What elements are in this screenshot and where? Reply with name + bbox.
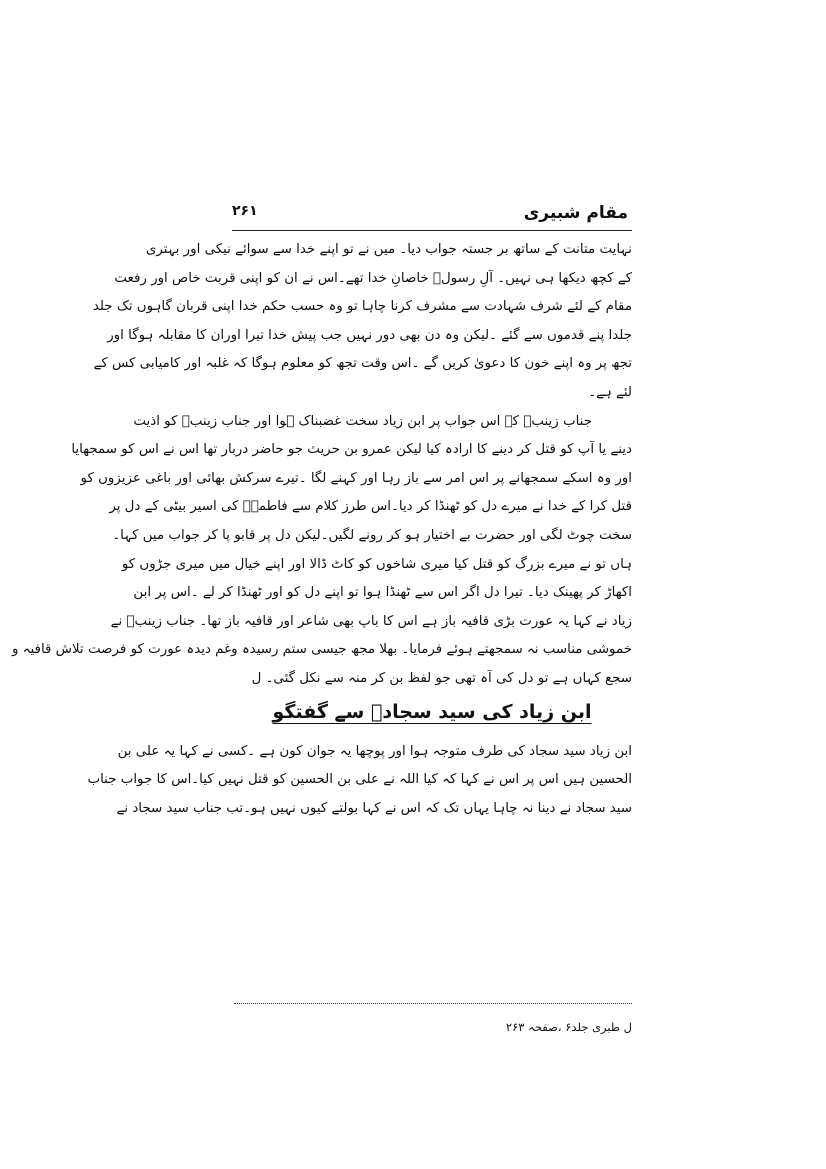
text-line: الحسین ہیں اس پر اس نے کہا کہ کیا اللہ نے علی بن الحسین کو قتل نہیں کیا۔اس کا جواب جناب <box>87 772 632 788</box>
text-line: ہاں تو نے میرے بزرگ کو قتل کیا میری شاخوں کو کاٹ ڈالا اور اپنے خیال میں میری جڑوں کو <box>121 556 632 572</box>
text-line: مقام کے لئے شرف شہادت سے مشرف کرنا چاہا تو وہ حسب حکم خدا اپنی قربان گاہوں تک جلد <box>92 299 632 315</box>
text-line: کے کچھ دیکھا ہی نہیں۔ آلِ رسولؐ خاصانِ خدا تھے۔اس نے ان کو اپنی قربت خاص اور رفعت <box>114 270 632 286</box>
section-heading: ابن زیاد کی سید سجادؑ سے گفتگو <box>272 700 592 723</box>
header-rule <box>232 230 632 231</box>
text-line: ابن زیاد سید سجاد کی طرف متوجہ ہوا اور پوچھا یہ جوان کون ہے ۔کسی نے کہا یہ علی بن <box>117 743 632 759</box>
page-number: ۲۶۱ <box>232 203 258 219</box>
text-line: اکھاڑ کر پھینک دیا۔ تیرا دل اگر اس سے ٹھنڈا ہوا تو اپنے دل کو اور ٹھنڈا کر لے ۔اس پر ابن <box>133 585 632 601</box>
text-line: جلدا پنے قدموں سے گئے ۔لیکن وہ دن بھی دور نہیں جب پیش خدا تیرا اوران کا مقابلہ ہوگا اور <box>107 327 632 343</box>
text-line: جناب زینبؑ کے اس جواب پر ابن زیاد سخت غضبناک ہوا اور جناب زینبؑ کو اذیت <box>133 413 592 429</box>
text-line: زیاد نے کہا یہ عورت بڑی قافیہ باز ہے اس کا باپ بھی شاعر اور قافیہ باز تھا۔ جناب زینبؑ نے <box>110 613 632 629</box>
footnote-rule <box>234 1003 632 1004</box>
text-line: تجھ پر وہ اپنے خون کا دعویٰ کریں گے ۔اس وقت تجھ کو معلوم ہوگا کہ غلبہ اور کامیابی کس کے <box>93 356 632 372</box>
text-line: سید سجاد نے دینا نہ چاہا یہاں تک کہ اس نے کہا بولتے کیوں نہیں ہو۔تب جناب سید سجاد نے <box>116 800 632 816</box>
text-line: دینے یا آپ کو قتل کر دینے کا ارادہ کیا لیکن عمرو بن حریث جو حاضر دربار تھا اس نے اس کو سمجھایا <box>71 442 632 458</box>
text-line: سجع کہاں ہے تو دل کی آہ تھی جو لفظ بن کر منہ سے نکل گئی۔ ل <box>251 670 632 686</box>
text-line: لئے ہے۔ <box>588 384 632 400</box>
text-line: سخت چوٹ لگی اور حضرت بے اختیار ہو کر رونے لگیں۔لیکن دل پر قابو پا کر جواب میں کہا۔ <box>112 527 632 543</box>
running-title: مقام شبیری <box>523 203 628 223</box>
page-header <box>232 200 632 230</box>
paragraph-2 <box>11 408 632 694</box>
footnote: ل طبری جلد۶ ،صفحہ ۲۶۳ <box>505 1020 632 1034</box>
text-line: خموشی مناسب نہ سمجھتے ہوئے فرمایا۔ بھلا مجھ جیسی ستم رسیدہ وغم دیدہ عورت کو فرصت تلاش قافیہ و <box>11 642 632 658</box>
paragraph-3 <box>87 738 632 824</box>
text-line: قتل کرا کے خدا نے میرے دل کو ٹھنڈا کر دیا۔اس طرز کلام سے فاطمہؑ کی اسیر بیٹی کے دل پر <box>109 499 632 515</box>
body-text <box>11 236 632 823</box>
text-line: اور وہ اسکے سمجھانے پر اس امر سے باز رہا اور کہنے لگا ۔تیرے سرکش بھائی اور باغی عزیزوں کو <box>80 470 632 486</box>
paragraph-1 <box>92 236 632 408</box>
text-line: نہایت متانت کے ساتھ بر جستہ جواب دیا۔ میں نے تو اپنے خدا سے سوائے نیکی اور بہتری <box>145 242 632 257</box>
